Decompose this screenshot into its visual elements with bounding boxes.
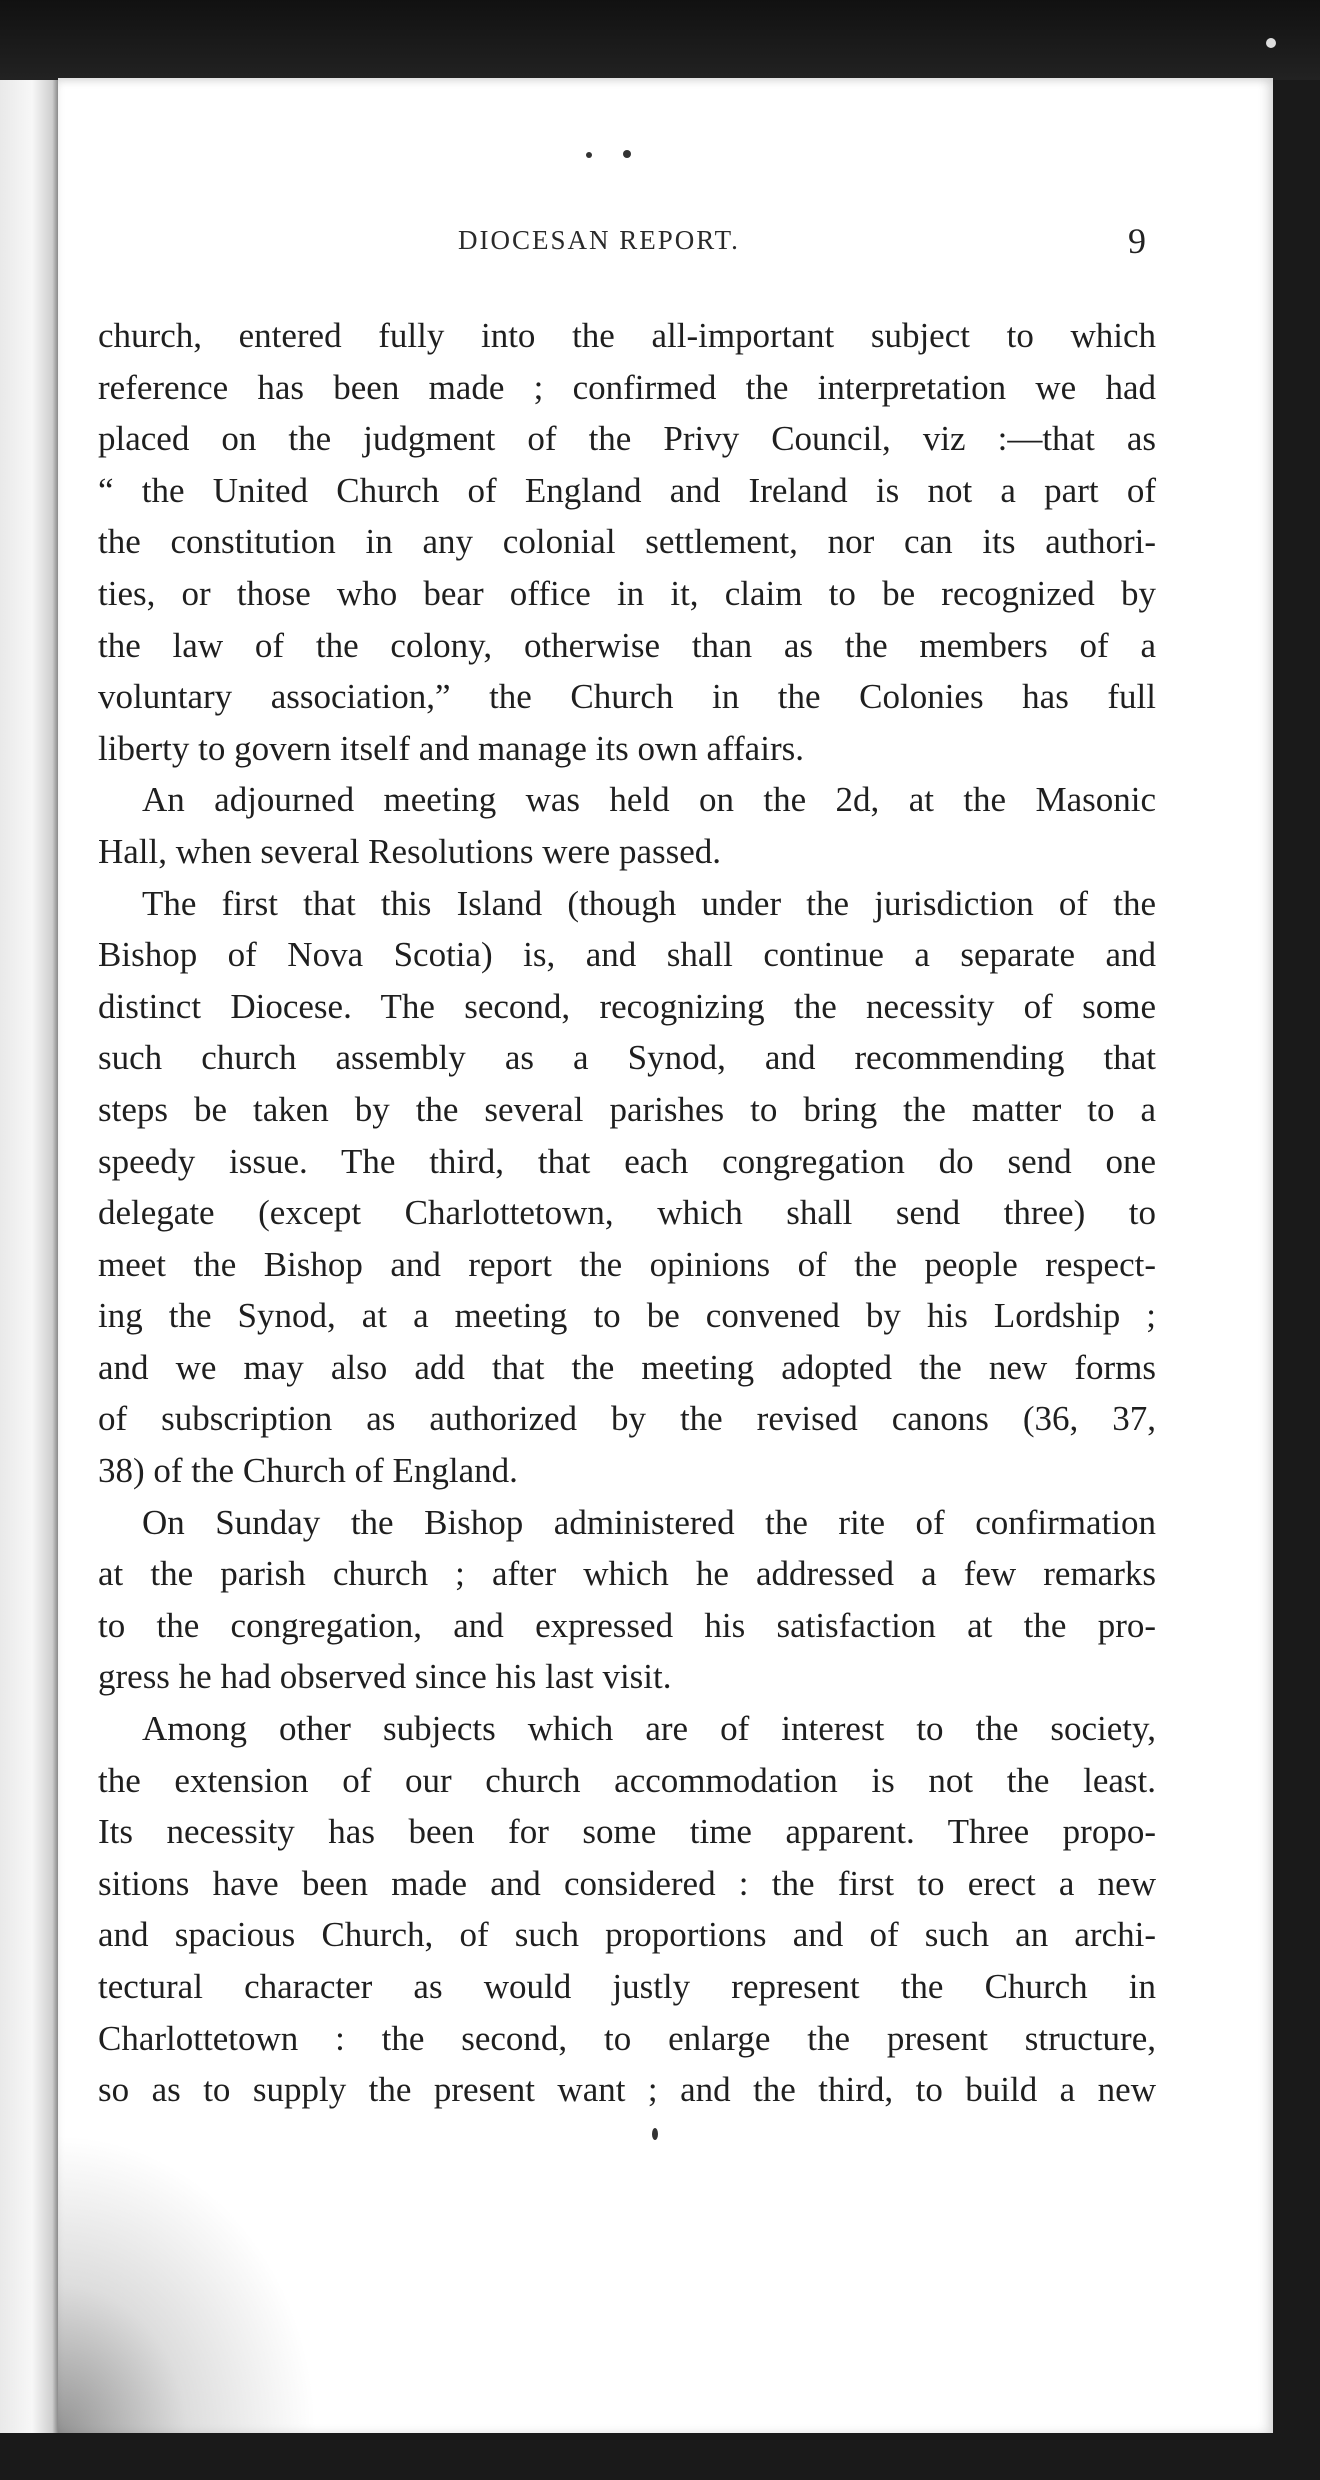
ink-speck [652,2128,658,2140]
text-line: “ the United Church of England and Ireland is not a part of [98,470,1156,510]
text-line: 38) of the Church of England. [98,1451,518,1491]
page-shadow [58,2133,318,2433]
text-line: and spacious Church, of such proportions and of such an archi- [98,1915,1156,1955]
text-line: tectural character as would justly represent the Church in [98,1967,1156,2006]
text-line: voluntary association,” the Church in the Colonies has full [98,677,1156,717]
text-line: The first that this Island (though under the jurisdiction of the [142,883,1156,923]
text-line: Charlottetown : the second, to enlarge the present structure, [98,2018,1156,2058]
page-number: 9 [1128,221,1146,261]
scan-right-border [1273,80,1320,2480]
text-line: steps be taken by the several parishes to bring the matter to a [98,1089,1156,1129]
text-line: An adjourned meeting was held on the 2d, at the Masonic [142,780,1156,820]
text-line: On Sunday the Bishop administered the rite of confirmation [142,1502,1156,1542]
text-line: ties, or those who bear office in it, claim to be recognized by [98,573,1156,613]
text-line: the constitution in any colonial settlement, nor can its authori- [98,522,1156,562]
text-line: so as to supply the present want ; and the third, to build a new [98,2070,1156,2110]
text-line: to the congregation, and expressed his satisfaction at the pro- [98,1605,1156,1645]
scan-bottom-border [0,2433,1320,2480]
text-line: liberty to govern itself and manage its own affairs. [98,728,804,768]
text-line: Among other subjects which are of interest to the society, [142,1709,1156,1749]
text-line: at the parish church ; after which he addressed a few remarks [98,1554,1156,1594]
text-line: the law of the colony, otherwise than as the members of a [98,625,1156,665]
ink-speck [623,150,631,158]
body-text [98,310,1156,2116]
text-line: delegate (except Charlottetown, which shall send three) to [98,1193,1156,1233]
text-line: Bishop of Nova Scotia) is, and shall continue a separate and [98,935,1156,975]
text-line: gress he had observed since his last visit. [98,1657,672,1697]
text-line: sitions have been made and considered : the first to erect a new [98,1863,1156,1903]
text-line: reference has been made ; confirmed the interpretation we had [98,367,1156,407]
text-line: of subscription as authorized by the revised canons (36, 37, [98,1399,1156,1439]
text-line: distinct Diocese. The second, recognizing the necessity of some [98,986,1156,1026]
text-line: Its necessity has been for some time apparent. Three propo- [98,1812,1156,1852]
scan-left-margin [0,80,58,2480]
running-head: DIOCESAN REPORT. [458,225,740,255]
text-line: and we may also add that the meeting adopted the new forms [98,1347,1156,1387]
text-line: church, entered fully into the all-important subject to which [98,316,1156,355]
text-line: ing the Synod, at a meeting to be convened by his Lordship ; [98,1296,1156,1336]
scan-top-border [0,0,1320,80]
ink-speck [1266,38,1276,48]
text-line: meet the Bishop and report the opinions of the people respect- [98,1244,1156,1284]
text-line: Hall, when several Resolutions were passed. [98,831,722,871]
ink-speck [586,152,592,158]
text-line: the extension of our church accommodation is not the least. [98,1760,1156,1800]
text-line: such church assembly as a Synod, and recommending that [98,1038,1156,1078]
text-line: placed on the judgment of the Privy Council, viz :—that as [98,419,1156,459]
text-line: speedy issue. The third, that each congregation do send one [98,1141,1156,1181]
